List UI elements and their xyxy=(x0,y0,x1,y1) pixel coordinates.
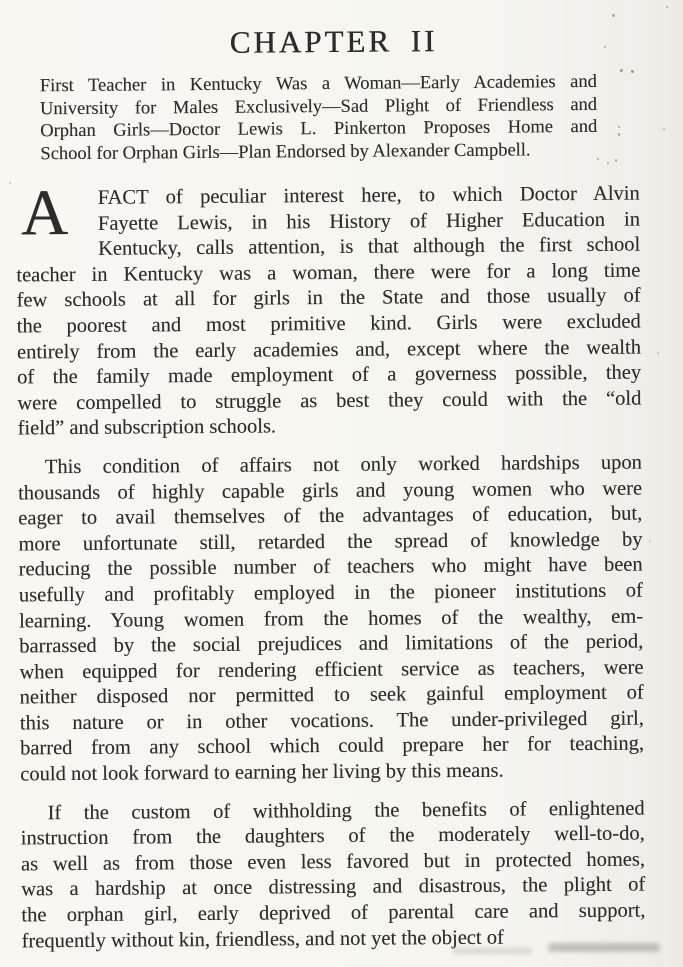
text-line: Fayette Lewis, in his History of Higher Education in xyxy=(97,208,640,235)
text-line: If the custom of withholding the benefits of enlightened xyxy=(47,797,645,824)
paragraph xyxy=(20,796,645,954)
text-line: This condition of affairs not only worked hardships upon xyxy=(44,451,642,479)
text-line: teacher in Kentucky was a woman, there were for a long time xyxy=(16,259,641,287)
text-line: more unfortunate still, retarded the spread of knowledge by xyxy=(18,528,643,556)
text-line: barrassed by the social prejudices and limitations of the period, xyxy=(19,630,644,658)
scan-speckle xyxy=(612,14,615,17)
headnote-line: Orphan Girls—Doctor Lewis L. Pinkerton Proposes Home and xyxy=(40,116,598,142)
scan-speckle xyxy=(663,128,665,130)
page-content xyxy=(14,22,645,955)
text-line: learning. Young women from the homes of the wealthy, em- xyxy=(18,605,644,632)
text-line: this nature or in other vocations. The under-privileged girl, xyxy=(19,707,644,735)
scan-speckle xyxy=(631,70,634,73)
scan-speckle xyxy=(657,352,659,354)
headnote-line: School for Orphan Girls—Plan Endorsed by Alexander Campbell. xyxy=(40,139,531,164)
text-line: reducing the possible number of teachers who might have been xyxy=(18,553,643,581)
text-line: few schools at all for girls in the State and those usually of xyxy=(16,284,641,312)
text-line: of the family made employment of a governess possible, they xyxy=(17,361,642,389)
text-line: were compelled to struggle as best they could with the “old xyxy=(17,387,642,415)
text-line: barred from any school which could prepare her for teaching, xyxy=(19,733,645,760)
chapter-headnote xyxy=(40,71,598,165)
scan-speckle xyxy=(649,540,651,542)
paragraph xyxy=(18,450,645,788)
scan-speckle xyxy=(9,182,11,184)
scan-smudge xyxy=(452,948,532,954)
scan-speckle xyxy=(607,162,609,164)
scan-smudge xyxy=(548,943,660,952)
scan-speckle xyxy=(666,6,668,8)
text-line: entirely from the early academies and, except where the wealth xyxy=(16,336,641,364)
text-line: frequently without kin, friendless, and not yet the object of xyxy=(21,926,504,953)
text-line: usefully and profitably employed in the pioneer institutions of xyxy=(18,579,643,607)
scan-speckle xyxy=(604,46,606,48)
text-line: Kentucky, calls attention, is that although the first school xyxy=(97,233,641,261)
scan-speckle xyxy=(618,133,620,136)
scan-speckle xyxy=(620,69,623,72)
text-line: was a hardship at once distressing and disastrous, the plight of xyxy=(21,873,646,901)
scan-speckle xyxy=(615,159,617,162)
text-line: FACT of peculiar interest here, to which Doctor Alvin xyxy=(97,182,640,209)
chapter-title: CHAPTER II xyxy=(229,23,438,60)
text-line: neither disposed nor permitted to seek gainful employment of xyxy=(19,681,644,709)
text-line: when equipped for rendering efficient service as teachers, were xyxy=(19,656,644,684)
text-line: the orphan girl, early deprived of parental care and support, xyxy=(21,899,646,927)
text-line: as well as from those even less favored but in protected homes, xyxy=(20,848,646,876)
text-line: eager to avail themselves of the advantages of education, but, xyxy=(18,502,643,530)
chapter-body xyxy=(16,177,646,955)
text-line: the poorest and most primitive kind. Girls were excluded xyxy=(16,310,641,338)
text-line: could not look forward to earning her living by this means. xyxy=(20,759,504,786)
headnote-line: First Teacher in Kentucky Was a Woman—Early Academies and xyxy=(39,71,597,97)
text-line: field” and subscription schools. xyxy=(17,415,277,440)
text-line: thousands of highly capable girls and young women who were xyxy=(17,477,643,504)
drop-cap: A xyxy=(20,177,69,250)
scan-speckle xyxy=(618,126,620,128)
scan-speckle xyxy=(597,158,599,160)
paragraph xyxy=(16,177,642,443)
headnote-line: University for Males Exclusively—Sad Plight of Friendless and xyxy=(39,94,598,119)
text-line: instruction from the daughters of the moderately well-to-do, xyxy=(20,822,645,850)
